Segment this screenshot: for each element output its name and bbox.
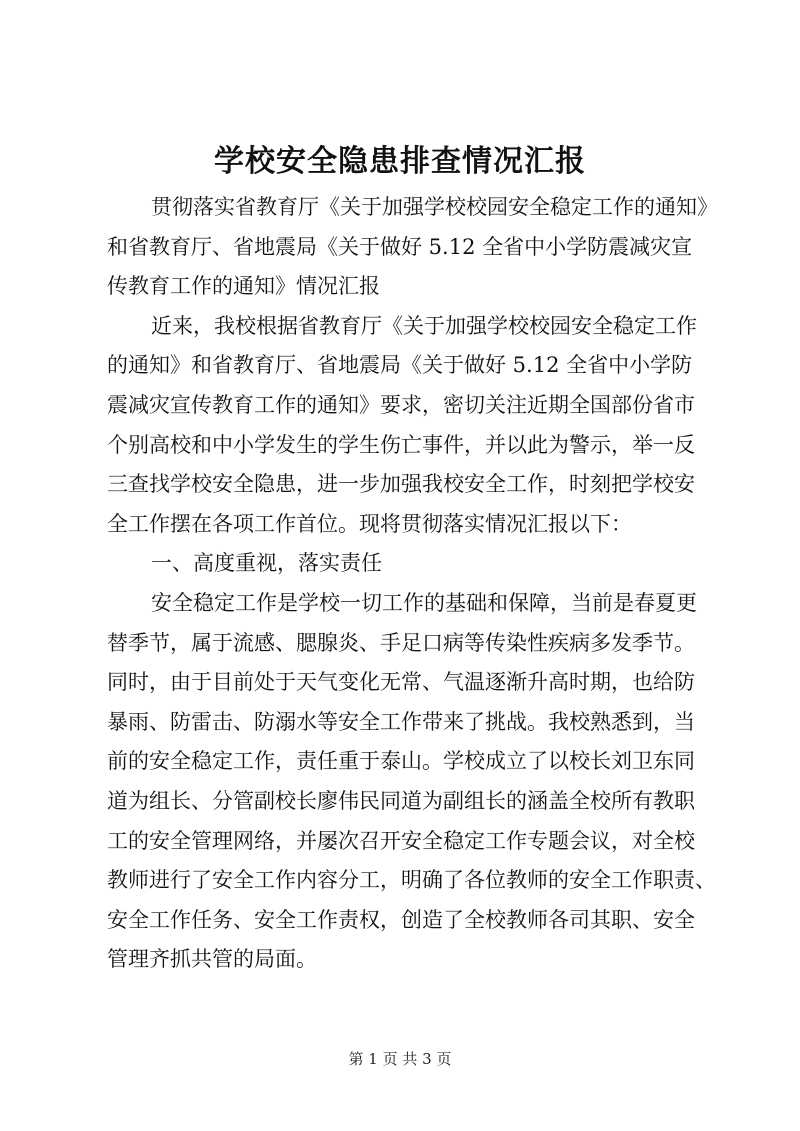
body-line: 传教育工作的通知》情况汇报 (107, 274, 380, 299)
body-line: 同时，由于目前处于天气变化无常、气温逐渐升高时期，也给防 (107, 670, 695, 695)
body-line: 贯彻落实省教育厅《关于加强学校校园安全稳定工作的通知》 (151, 195, 718, 219)
body-line: 个别高校和中小学发生的学生伤亡事件，并以此为警示，举一反 (107, 432, 695, 457)
document-body (107, 188, 727, 980)
body-line: 全工作摆在各项工作首位。现将贯彻落实情况汇报以下： (107, 511, 632, 536)
page-footer: 第 1 页 共 3 页 (348, 1050, 452, 1068)
body-line: 和省教育厅、省地震局《关于做好 5.12 全省中小学防震减灾宣 (107, 234, 693, 259)
body-line: 工的安全管理网络，并屡次召开安全稳定工作专题会议，对全校 (107, 828, 695, 853)
body-line: 暴雨、防雷击、防溺水等安全工作带来了挑战。我校熟悉到，当 (107, 709, 695, 734)
body-line: 震减灾宣传教育工作的通知》要求，密切关注近期全国部份省市 (107, 392, 695, 417)
section-heading: 一、高度重视，落实责任 (151, 551, 382, 576)
body-line: 的通知》和省教育厅、省地震局《关于做好 5.12 全省中小学防 (107, 353, 693, 378)
body-line: 教师进行了安全工作内容分工，明确了各位教师的安全工作职责、 (107, 868, 716, 893)
body-line: 道为组长、分管副校长廖伟民同道为副组长的涵盖全校所有教职 (107, 788, 695, 813)
body-line: 安全稳定工作是学校一切工作的基础和保障，当前是春夏更 (151, 590, 697, 615)
body-line: 管理齐抓共管的局面。 (107, 947, 317, 972)
body-line: 前的安全稳定工作，责任重于泰山。学校成立了以校长刘卫东同 (107, 749, 695, 774)
body-line: 替季节，属于流感、腮腺炎、手足口病等传染性疾病多发季节。 (107, 630, 695, 655)
body-line: 安全工作任务、安全工作责权，创造了全校教师各司其职、安全 (107, 907, 695, 932)
body-line: 近来，我校根据省教育厅《关于加强学校校园安全稳定工作 (151, 313, 697, 338)
document-title: 学校安全隐患排查情况汇报 (214, 144, 586, 179)
body-line: 三查找学校安全隐患，进一步加强我校安全工作，时刻把学校安 (107, 472, 695, 497)
